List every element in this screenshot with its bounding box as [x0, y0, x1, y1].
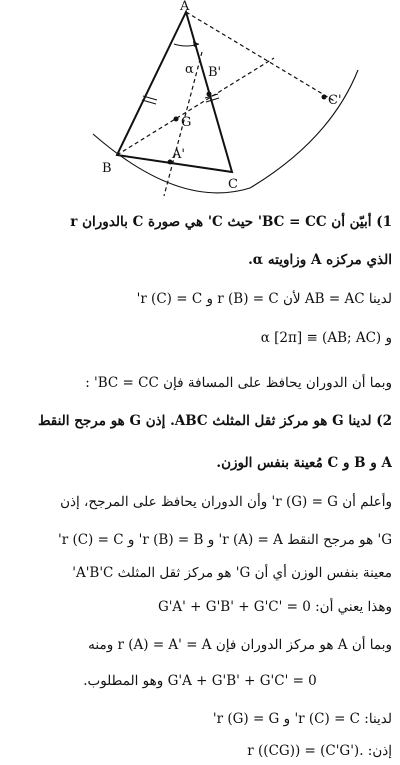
line-12: وبما أن A هو مركز الدوران فإن r (A) = A' = A ومنه — [88, 637, 392, 653]
label-b: B — [102, 161, 112, 176]
point-b1 — [207, 92, 212, 97]
line-4: و (AB; AC) ≡ α [2π] — [260, 330, 392, 346]
label-a: A — [180, 0, 190, 14]
geometry-figure — [0, 0, 400, 198]
point-g — [174, 117, 179, 122]
line-5: وبما أن الدوران يحافظ على المسافة فإن BC = CC' : — [85, 375, 392, 391]
line-3: لدينا AB = AC لأن r (B) = C و r (C) = C' — [136, 291, 392, 307]
label-g: G — [181, 115, 192, 130]
line-15: إذن: .r ((CG)) = (C'G') — [247, 743, 392, 759]
label-c1: C' — [328, 93, 342, 108]
line-10: معينة بنفس الوزن أي أن G' هو مركز ثقل المثلث A'B'C' — [72, 565, 392, 581]
line-8: وأعلم أن r (G) = G' وأن الدوران يحافظ على المرجح، إذن — [60, 494, 392, 510]
line-14: لدينا: r (C) = C' و r (G) = G' — [212, 711, 392, 727]
tick-ab — [142, 100, 156, 104]
figure-svg — [0, 0, 400, 198]
label-a1: A' — [172, 147, 185, 162]
line-9: G' هو مرجح النقط r (A) = A' و r (B) = B' و r (C) = C' — [58, 532, 392, 548]
point-c1 — [322, 95, 327, 100]
line-1: 1) أبيّن أن BC = CC' حيث C' هي صورة C بالدوران r — [70, 214, 392, 230]
label-alpha: α — [185, 62, 194, 77]
line-6: 2) لدينا G هو مركز ثقل المثلث ABC. إذن G هو مرجح النقط — [37, 413, 392, 429]
label-b1: B' — [208, 65, 222, 80]
line-13: G'A + G'B' + G'C' = 0 وهو المطلوب. — [83, 673, 317, 689]
label-c: C — [228, 177, 238, 192]
line-11: وهذا يعني أن: G'A' + G'B' + G'C' = 0 — [157, 599, 392, 615]
line-7: A و B و C مُعينة بنفس الوزن. — [216, 455, 392, 471]
line-2: الذي مركزه A وزاويته α. — [248, 252, 392, 268]
